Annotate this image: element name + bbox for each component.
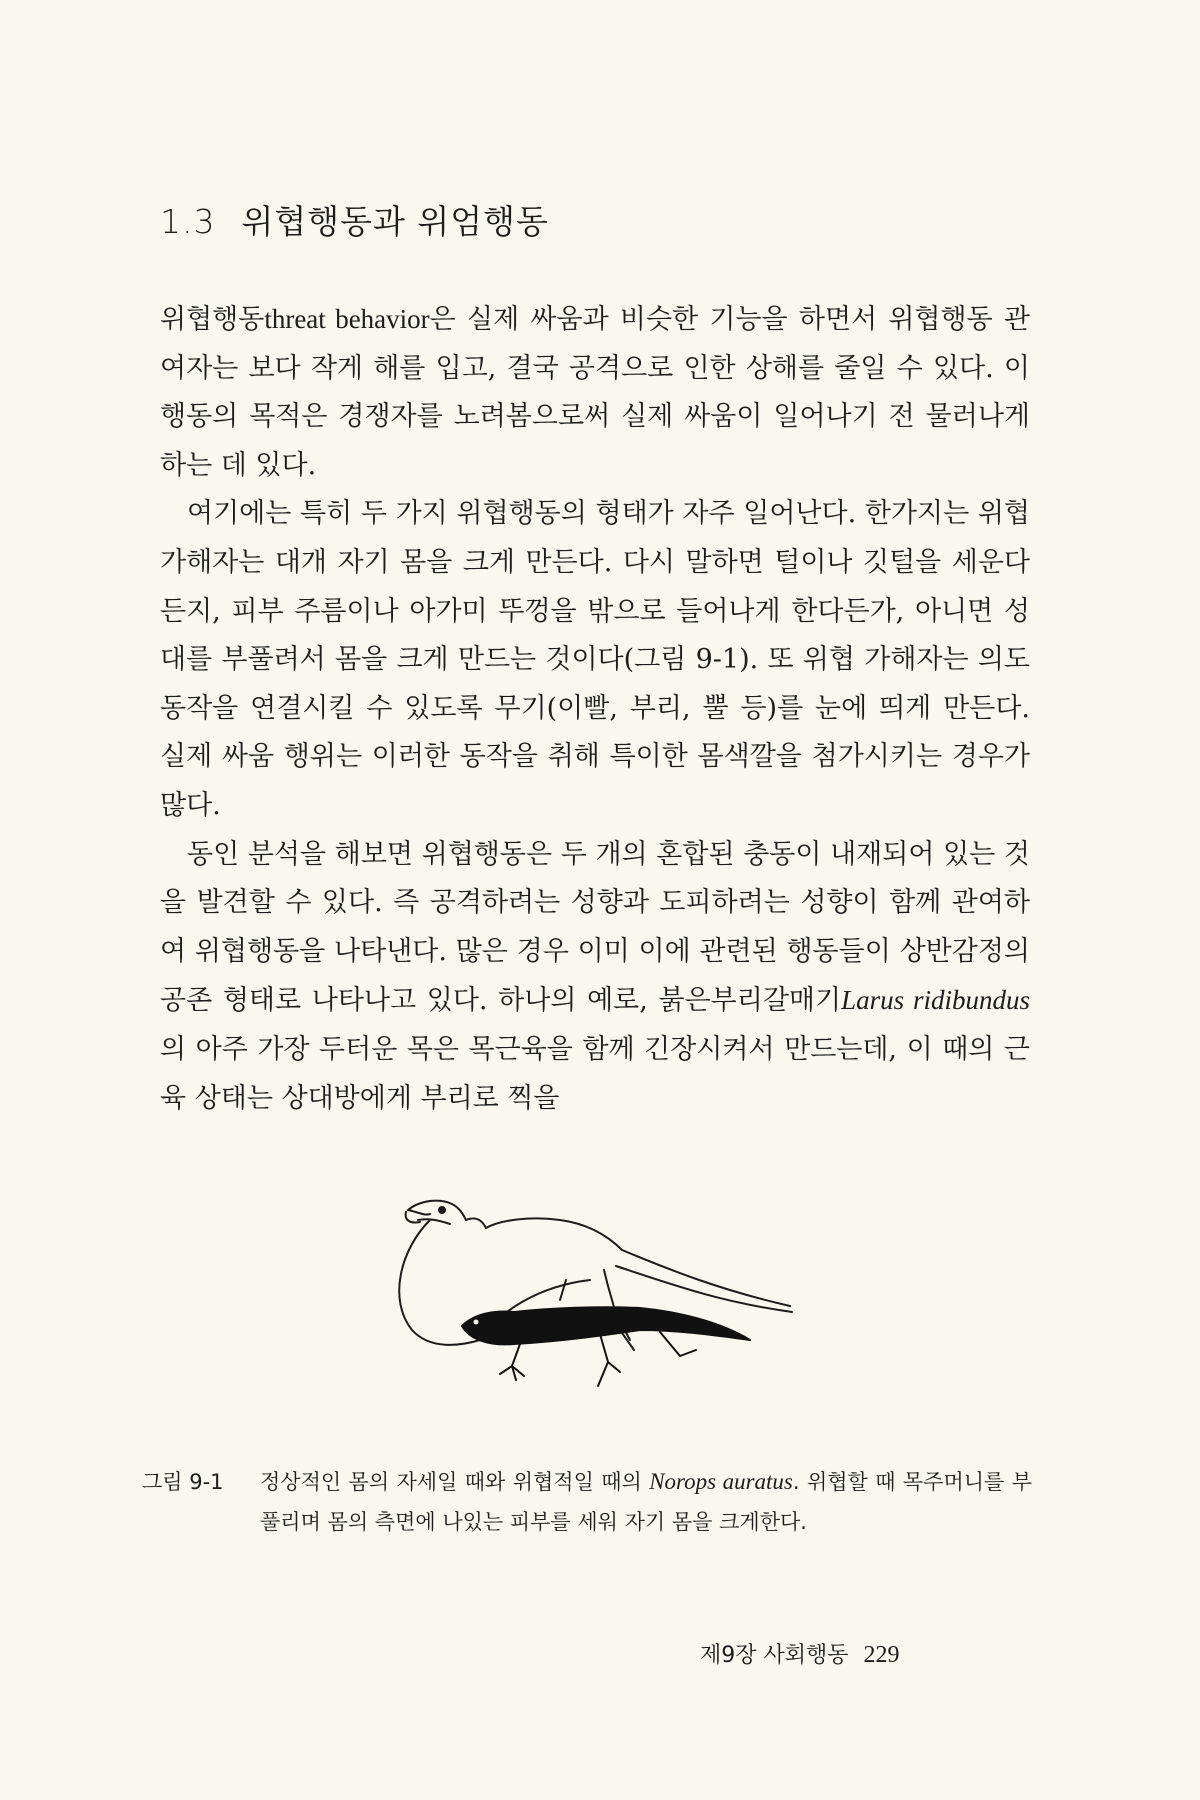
lizard-dewlap-illustration [390,1190,810,1420]
section-number: 1.3 [160,202,216,241]
section-title: 위협행동과 위엄행동 [241,202,549,241]
species-norops-auratus: Norops auratus [649,1469,793,1494]
section-heading [160,196,549,243]
paragraph-1 [160,295,1030,490]
caption-rest: . 위협할 때 목주머니를 부풀리며 몸의 측면에 나있는 피부를 세워 자기 몸을 크게한다. [260,1470,1032,1534]
page-number: 229 [863,1642,900,1668]
term-threat-behavior: threat behavior [264,304,430,334]
figure-caption [142,1462,1032,1542]
paragraph-1-lead: 위협행동 [160,304,265,335]
paragraph-3 [160,831,1030,1124]
caption-lead: 정상적인 몸의 자세일 때와 위협적일 때의 [260,1470,650,1494]
figure-caption-text [260,1462,1032,1542]
page-footer [700,1638,1000,1669]
paragraph-1-rest: 은 실제 싸움과 비슷한 기능을 하면서 위협행동 관여자는 보다 작게 해를 입고, 결국 공격으로 인한 상해를 줄일 수 있다. 이 행동의 목적은 경쟁자를 노려봄으로써 실제 싸움이 일어나기 전 물러나게 하는 데 있다. [160,304,1030,481]
paragraph-2: 여기에는 특히 두 가지 위협행동의 형태가 자주 일어난다. 한가지는 위협 가해자는 대개 자기 몸을 크게 만든다. 다시 말하면 털이나 깃털을 세운다든지, 피부 주름이나 아가미 뚜껑을 밖으로 들어나게 한다든가, 아니면 성대를 부풀려서 몸을 크게 만드는 것이다(그림 9-1). 또 위협 가해자는 의도 동작을 연결시킬 수 있도록 무기(이빨, 부리, 뿔 등)를 눈에 띄게 만든다. 실제 싸움 행위는 이러한 동작을 취해 특이한 몸색깔을 첨가시키는 경우가 많다. [160,498,1030,821]
chapter-title: 제9장 사회행동 [700,1643,849,1668]
species-larus-ridibundus: Larus ridibundus [841,985,1030,1016]
paragraph-3-lead: 동인 분석을 해보면 위협행동은 두 개의 혼합된 충동이 내재되어 있는 것을 발견할 수 있다. 즉 공격하려는 성향과 도피하려는 성향이 함께 관여하여 위협행동을 나타낸다. 많은 경우 이미 이에 관련된 행동들이 상반감정의 공존 형태로 나타나고 있다. 하나의 예로, 붉은부리갈매기 [160,838,1030,1017]
body-text [160,295,1030,1123]
figure-label: 그림 9-1 [142,1470,224,1494]
paragraph-3-rest: 의 아주 가장 두터운 목은 목근육을 함께 긴장시켜서 만드는데, 이 때의 근육 상태는 상대방에게 부리로 찍을 [160,1033,1030,1114]
